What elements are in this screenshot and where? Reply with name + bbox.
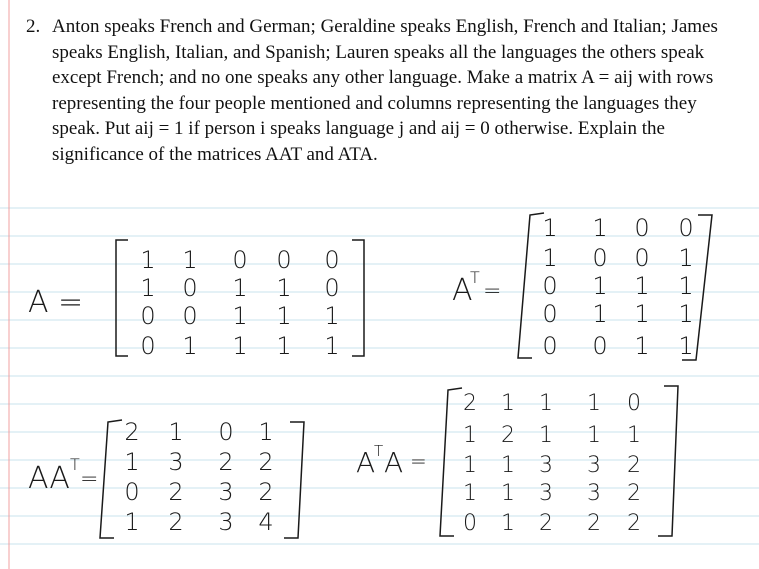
matrix-A-entry-r4c2: 1 (182, 332, 198, 360)
matrix-A-right-bracket (352, 240, 364, 356)
matrix-ATA-entry-r3c4: 3 (587, 453, 601, 478)
matrix-AAT-entry-r1c3: 0 (218, 418, 234, 446)
matrix-ATA-entry-r2c1: 1 (463, 423, 477, 448)
matrix-ATA-entry-r1c1: 2 (463, 391, 477, 416)
matrix-AT-entry-r3c2: 1 (592, 272, 608, 300)
matrix-AT-equals: = (483, 279, 502, 304)
matrix-AAT-left-bracket (100, 420, 122, 538)
matrix-ATA-entry-r3c1: 1 (463, 453, 477, 478)
matrix-ATA-right-bracket (658, 386, 678, 536)
matrix-A-entry-r4c3: 1 (232, 332, 248, 360)
matrix-A-entry-r3c2: 0 (182, 302, 198, 330)
problem-number: 2. (26, 16, 41, 37)
matrix-ATA-entry-r1c4: 1 (587, 391, 601, 416)
matrix-ATA-label: A (356, 446, 376, 479)
matrix-ATA-superscript: T (374, 442, 384, 460)
matrix-AT-entry-r4c2: 1 (592, 300, 608, 328)
matrix-AT-entry-r2c3: 0 (634, 244, 650, 272)
matrix-A-label: A = (28, 285, 84, 320)
matrix-AT (452, 213, 712, 360)
matrix-ATA-entry-r1c5: 0 (627, 391, 641, 416)
matrix-ATA-entry-r5c3: 2 (539, 511, 553, 536)
matrix-AT-entry-r1c1: 1 (542, 214, 558, 242)
matrix-A (28, 240, 364, 360)
matrix-ATA (356, 386, 678, 536)
matrix-AAT-entry-r2c4: 2 (258, 448, 274, 476)
matrix-AT-entry-r5c1: 0 (542, 332, 558, 360)
matrix-AAT-entry-r1c4: 1 (258, 418, 274, 446)
matrix-AT-entry-r3c3: 1 (634, 272, 650, 300)
matrix-AAT-entry-r1c2: 1 (168, 418, 184, 446)
matrix-AAT-right-bracket (284, 422, 304, 538)
matrix-AT-entry-r5c3: 1 (634, 332, 650, 360)
matrix-AT-entry-r5c4: 1 (678, 332, 694, 360)
matrix-ATA-entry-r3c3: 3 (539, 453, 553, 478)
matrix-A-entry-r2c3: 1 (232, 274, 248, 302)
matrix-AT-left-bracket (518, 213, 544, 358)
matrix-A-entry-r4c5: 1 (324, 332, 340, 360)
matrix-AAT-entry-r2c3: 2 (218, 448, 234, 476)
matrix-AAT-entry-r1c1: 2 (124, 418, 140, 446)
matrix-AT-entry-r2c4: 1 (678, 244, 694, 272)
matrix-AAT-entry-r4c1: 1 (124, 508, 140, 536)
matrix-A-entry-r4c4: 1 (276, 332, 292, 360)
matrix-AT-label: A (452, 273, 473, 308)
matrix-ATA-entry-r1c2: 1 (501, 391, 515, 416)
matrix-ATA-entry-r2c2: 2 (501, 423, 515, 448)
matrix-A-entry-r1c2: 1 (182, 246, 198, 274)
matrix-AAT-entry-r2c1: 1 (124, 448, 140, 476)
matrix-A-entry-r2c4: 1 (276, 274, 292, 302)
matrix-AAT-cells (124, 418, 273, 536)
matrix-AT-entry-r4c3: 1 (634, 300, 650, 328)
matrix-AT-entry-r3c4: 1 (678, 272, 694, 300)
matrix-AAT-superscript: T (70, 455, 80, 474)
matrix-AAT-entry-r4c3: 3 (218, 508, 234, 536)
matrix-AAT-entry-r2c2: 3 (168, 448, 184, 476)
matrix-A-entry-r4c1: 0 (140, 332, 156, 360)
matrix-AAT-entry-r3c3: 3 (218, 478, 234, 506)
matrix-ATA-cells (463, 391, 641, 536)
matrix-A-entry-r2c5: 0 (324, 274, 340, 302)
matrix-A-entry-r3c5: 1 (324, 302, 340, 330)
matrix-AT-superscript: T (470, 268, 480, 287)
matrix-A-entry-r2c2: 0 (182, 274, 198, 302)
matrix-ATA-entry-r4c2: 1 (501, 481, 515, 506)
matrix-AT-cells (542, 214, 693, 360)
matrix-AT-entry-r4c4: 1 (678, 300, 694, 328)
matrix-AAT-entry-r3c1: 0 (124, 478, 140, 506)
matrix-AAT-entry-r3c4: 2 (258, 478, 274, 506)
problem-text: Anton speaks French and German; Geraldine speaks English, French and Italian; James speaks English, Italian, and Spanish; Lauren speaks all the languages the others speak except French; and no one speaks any other language. Make a matrix A = aij with rows representing the four people mentioned and columns representing the languages they speak. Put aij = 1 if person i speaks language j and aij = 0 otherwise. Explain the significance of the matrices AAT and ATA. (52, 16, 718, 165)
matrix-ATA-second-label: A (384, 446, 404, 479)
matrix-ATA-equals: = (410, 449, 427, 473)
matrix-A-cells (140, 246, 339, 360)
matrix-ATA-entry-r2c4: 1 (587, 423, 601, 448)
matrix-AAT-entry-r4c4: 4 (258, 508, 274, 536)
matrix-AAT-label: AA (28, 461, 70, 496)
matrix-AAT-entry-r4c2: 2 (168, 508, 184, 536)
matrix-AAT-equals: = (80, 467, 99, 492)
matrix-AT-entry-r2c1: 1 (542, 244, 558, 272)
matrix-AT-entry-r2c2: 0 (592, 244, 608, 272)
matrix-A-entry-r1c4: 0 (276, 246, 292, 274)
matrix-A-entry-r1c5: 0 (324, 246, 340, 274)
matrix-ATA-left-bracket (440, 388, 462, 536)
matrix-ATA-entry-r5c4: 2 (587, 511, 601, 536)
matrix-A-left-bracket (116, 240, 128, 356)
matrix-A-entry-r3c3: 1 (232, 302, 248, 330)
matrix-ATA-entry-r1c3: 1 (539, 391, 553, 416)
matrix-AT-entry-r1c2: 1 (592, 214, 608, 242)
matrix-AT-entry-r5c2: 0 (592, 332, 608, 360)
matrix-A-entry-r1c1: 1 (140, 246, 156, 274)
matrix-A-entry-r2c1: 1 (140, 274, 156, 302)
matrix-ATA-entry-r4c1: 1 (463, 481, 477, 506)
matrix-AAT (28, 418, 304, 538)
matrix-AT-entry-r4c1: 0 (542, 300, 558, 328)
matrix-AAT-entry-r3c2: 2 (168, 478, 184, 506)
matrix-ATA-entry-r4c5: 2 (627, 481, 641, 506)
matrix-AT-entry-r1c3: 0 (634, 214, 650, 242)
matrix-A-entry-r1c3: 0 (232, 246, 248, 274)
matrix-ATA-entry-r3c2: 1 (501, 453, 515, 478)
matrix-A-entry-r3c4: 1 (276, 302, 292, 330)
matrix-A-entry-r3c1: 0 (140, 302, 156, 330)
matrix-ATA-entry-r5c1: 0 (463, 511, 477, 536)
matrix-ATA-entry-r4c4: 3 (587, 481, 601, 506)
matrix-AT-entry-r3c1: 0 (542, 272, 558, 300)
matrix-ATA-entry-r2c3: 1 (539, 423, 553, 448)
matrix-ATA-entry-r3c5: 2 (627, 453, 641, 478)
matrix-ATA-entry-r4c3: 3 (539, 481, 553, 506)
matrix-AT-entry-r1c4: 0 (678, 214, 694, 242)
matrix-ATA-entry-r5c2: 1 (501, 511, 515, 536)
matrix-ATA-entry-r2c5: 1 (627, 423, 641, 448)
matrix-ATA-entry-r5c5: 2 (627, 511, 641, 536)
